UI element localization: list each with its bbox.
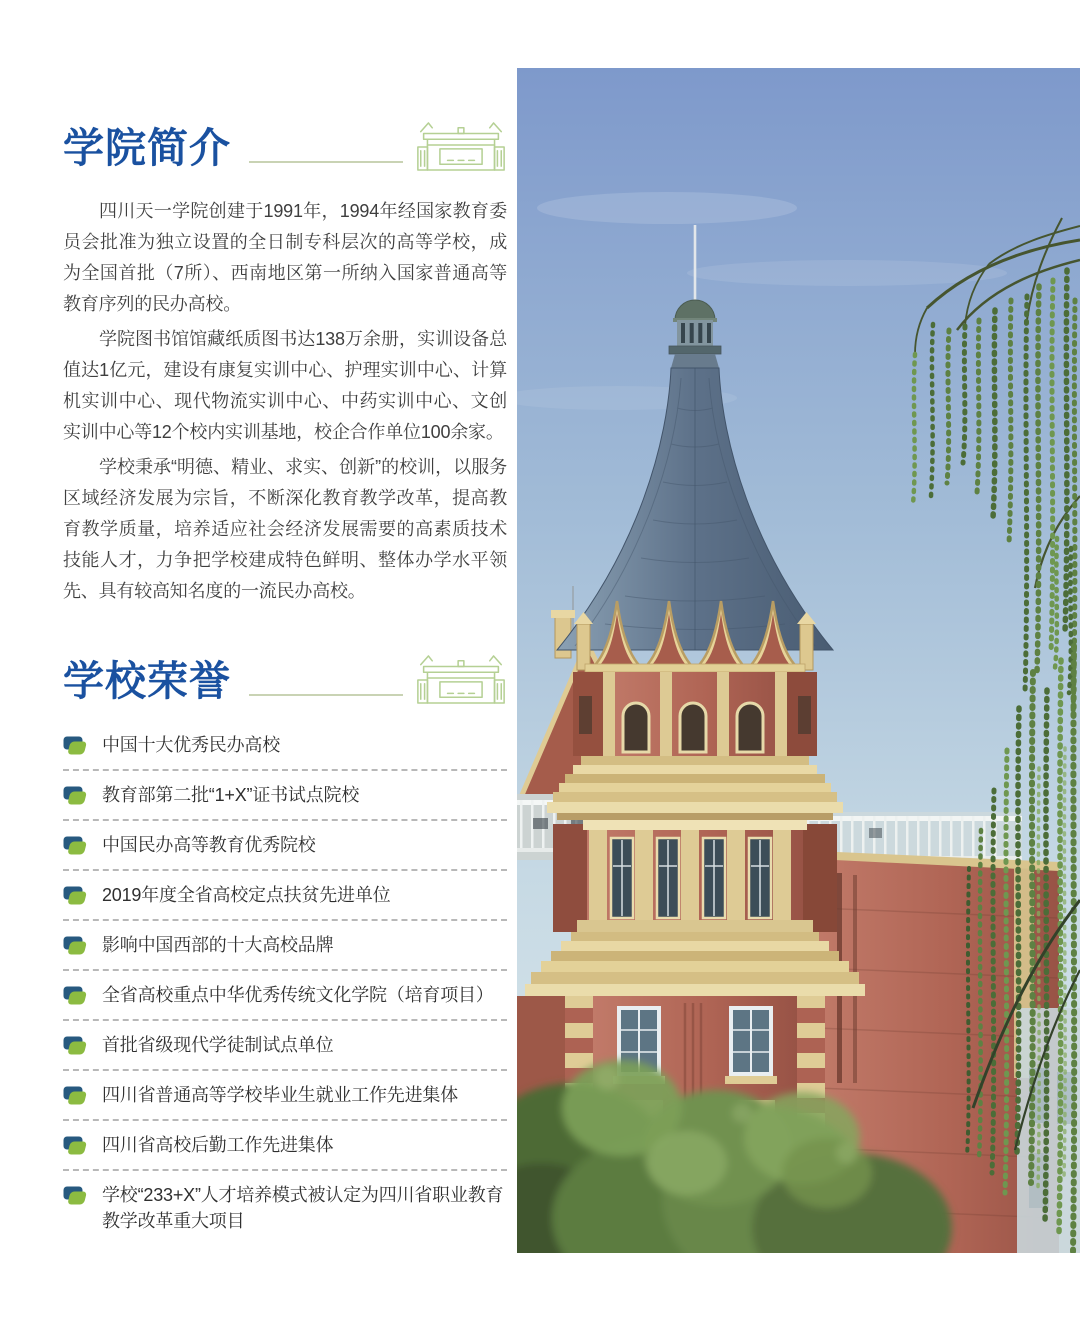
intro-paragraph: 四川天一学院创建于1991年，1994年经国家教育委员会批准为独立设置的全日制专科层次的高等学校，成为全国首批（7所）、西南地区第一所纳入国家普通高等教育序列的民办高校。 (63, 201, 507, 314)
honors-list (63, 721, 507, 1245)
honor-text: 四川省普通高等学校毕业生就业工作先进集体 (102, 1085, 458, 1105)
leaf-badge-icon (63, 886, 89, 905)
title-rule-line (249, 694, 403, 696)
campus-gate-icon (415, 120, 507, 172)
honor-text: 中国十大优秀民办高校 (102, 735, 280, 755)
campus-photo (517, 68, 1080, 1253)
honor-text: 首批省级现代学徒制试点单位 (102, 1035, 334, 1055)
honor-text: 学校“233+X”人才培养模式被认定为四川省职业教育教学改革重大项目 (102, 1185, 504, 1231)
intro-paragraphs (63, 196, 507, 607)
intro-title: 学院简介 (63, 124, 231, 171)
honor-item (63, 821, 507, 871)
leaf-badge-icon (63, 786, 89, 805)
title-rule-line (249, 161, 403, 163)
leaf-badge-icon (63, 1136, 89, 1155)
honors-title: 学校荣誉 (63, 657, 231, 704)
left-column (63, 116, 507, 1245)
leaf-badge-icon (63, 936, 89, 955)
honor-text: 2019年度全省高校定点扶贫先进单位 (102, 885, 391, 905)
honor-text: 教育部第二批“1+X”证书试点院校 (102, 785, 360, 805)
intro-paragraph: 学院图书馆馆藏纸质图书达138万余册，实训设备总值达1亿元，建设有康复实训中心、护理实训中心、计算机实训中心、现代物流实训中心、中药实训中心、文创实训中心等12个校内实训基地，校企合作单位100余家。 (63, 329, 507, 442)
leaf-badge-icon (63, 1036, 89, 1055)
honor-item (63, 971, 507, 1021)
section-header-honors (63, 649, 507, 705)
campus-gate-icon (415, 653, 507, 705)
honor-item (63, 1021, 507, 1071)
honor-item (63, 1171, 507, 1245)
honor-item (63, 721, 507, 771)
honor-text: 全省高校重点中华优秀传统文化学院（培育项目） (102, 985, 494, 1005)
honor-item (63, 921, 507, 971)
leaf-badge-icon (63, 836, 89, 855)
leaf-badge-icon (63, 736, 89, 755)
section-header-intro (63, 116, 507, 172)
intro-paragraph: 学校秉承“明德、精业、求实、创新”的校训，以服务区域经济发展为宗旨，不断深化教育教学改革，提高教育教学质量，培养适应社会经济发展需要的高素质技术技能人才，力争把学校建成特色鲜明、整体办学水平领先、具有较高知名度的一流民办高校。 (63, 457, 507, 601)
leaf-badge-icon (63, 1086, 89, 1105)
leaf-badge-icon (63, 986, 89, 1005)
honor-item (63, 1071, 507, 1121)
honor-text: 影响中国西部的十大高校品牌 (102, 935, 334, 955)
honor-item (63, 871, 507, 921)
leaf-badge-icon (63, 1186, 89, 1205)
honor-item (63, 1121, 507, 1171)
honor-item (63, 771, 507, 821)
honor-text: 中国民办高等教育优秀院校 (102, 835, 316, 855)
honor-text: 四川省高校后勤工作先进集体 (102, 1135, 334, 1155)
